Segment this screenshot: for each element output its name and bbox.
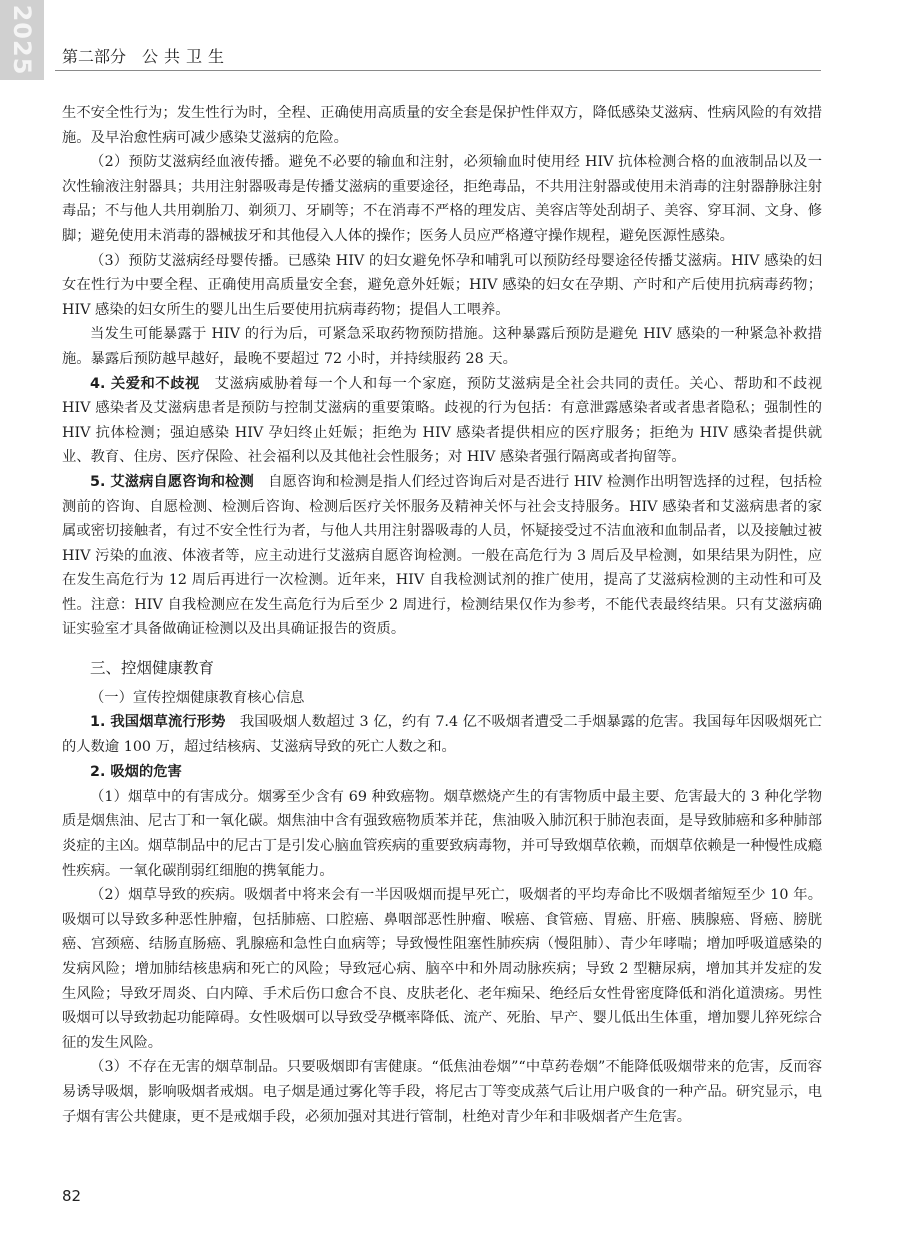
running-head <box>62 44 230 67</box>
paragraph-care-no-discrimination: 4. 关爱和不歧视 艾滋病威胁着每一个人和每一个家庭，预防艾滋病是全社会共同的责任。关心、帮助和不歧视 HIV 感染者及艾滋病患者是预防与控制艾滋病的重要策略。歧视的行为包括：有意泄露感染者或者患者隐私；强制性的 HIV 抗体检测；强迫感染 HIV 孕妇终止妊娠；拒绝为 HIV 感染者提供相应的医疗服务；拒绝为 HIV 感染者提供就业、教育、住房、医疗保险、社会福利以及其他社会性服务；对 HIV 感染者强行隔离或者拘留等。 <box>62 375 822 466</box>
year-tab <box>0 0 44 80</box>
paragraph-safe-sex: 生不安全性行为；发生性行为时，全程、正确使用高质量的安全套是保护性伴双方，降低感染艾滋病、性病风险的有效措施。及早治愈性病可减少感染艾滋病的危险。 <box>62 105 822 146</box>
section-label: 公共卫生 <box>142 47 231 66</box>
paragraph-blood-transmission: （2）预防艾滋病经血液传播。避免不必要的输血和注射，必须输血时使用经 HIV 抗体检测合格的血液制品以及一次性输液注射器具；共用注射器吸毒是传播艾滋病的重要途径，拒绝毒品，不共用注射器或使用未消毒的注射器静脉注射毒品；不与他人共用剃胎刀、剃须刀、牙刷等；不在消毒不严格的理发店、美容店等处刮胡子、美容、穿耳洞、文身、修脚；避免使用未消毒的器械拔牙和其他侵入人体的操作；医务人员应严格遵守操作规程，避免医源性感染。 <box>62 154 822 244</box>
section-heading-tobacco: 三、控烟健康教育 <box>90 659 215 678</box>
paragraph-voluntary-testing: 5. 艾滋病自愿咨询和检测 自愿咨询和检测是指人们经过咨询后对是否进行 HIV 检测作出明智选择的过程，包括检测前的咨询、自愿检测、检测后咨询、检测后医疗关怀服务及精神关怀与社会支持服务。HIV 感染者和艾滋病患者的家属或密切接触者，有过不安全性行为者，与他人共用注射器吸毒的人员，怀疑接受过不洁血液和血制品者，以及接触过被 HIV 污染的血液、体液者等，应主动进行艾滋病自愿咨询检测。一般在高危行为 3 周后及早检测，如果结果为阴性，应在发生高危行为 12 周后再进行一次检测。近年来，HIV 自我检测试剂的推广使用，提高了艾滋病检测的主动性和可及性。注意：HIV 自我检测应在发生高危行为后至少 2 周进行，检测结果仅作为参考，不能代表最终结果。只有艾滋病确证实验室才具备做确证检测以及出具确证报告的资质。 <box>62 473 822 638</box>
paragraph-post-exposure: 当发生可能暴露于 HIV 的行为后，可紧急采取药物预防措施。这种暴露后预防是避免 HIV 感染的一种紧急补救措施。暴露后预防越早越好，最晚不要超过 72 小时，并持续服药 28 天。 <box>62 326 822 367</box>
page-body <box>62 101 822 1129</box>
subheading-care: 4. 关爱和不歧视 <box>90 375 200 392</box>
page-number: 82 <box>62 1187 82 1205</box>
paragraph-no-harmless-products: （3）不存在无害的烟草制品。只要吸烟即有害健康。“低焦油卷烟”“中草药卷烟”不能降低吸烟带来的危害，反而容易诱导吸烟，影响吸烟者戒烟。电子烟是通过雾化等手段，将尼古丁等变成蒸气后让用户吸食的一种产品。研究显示，电子烟有害公共健康，更不是戒烟手段，必须加强对其进行管制，杜绝对青少年和非吸烟者产生危害。 <box>62 1059 822 1125</box>
paragraph-tobacco-prevalence: 1. 我国烟草流行形势 我国吸烟人数超过 3 亿，约有 7.4 亿不吸烟者遭受二手烟暴露的危害。我国每年因吸烟死亡的人数逾 100 万，超过结核病、艾滋病导致的死亡人数之和。 <box>62 714 823 755</box>
paragraph-harmful-components: （1）烟草中的有害成分。烟雾至少含有 69 种致癌物。烟草燃烧产生的有害物质中最主要、危害最大的 3 种化学物质是烟焦油、尼古丁和一氧化碳。烟焦油中含有强致癌物质苯并芘，焦油吸入肺沉积于肺泡表面，是导致肺癌和多种肺部炎症的主凶。烟草制品中的尼古丁是引发心脑血管疾病的重要致病毒物，并可导致烟草依赖，而烟草依赖是一种慢性成瘾性疾病。一氧化碳削弱红细胞的携氧能力。 <box>62 788 822 879</box>
paragraph-tobacco-diseases: （2）烟草导致的疾病。吸烟者中将来会有一半因吸烟而提早死亡，吸烟者的平均寿命比不吸烟者缩短至少 10 年。吸烟可以导致多种恶性肿瘤，包括肺癌、口腔癌、鼻咽部恶性肿瘤、喉癌、食管癌、胃癌、肝癌、胰腺癌、肾癌、膀胱癌、宫颈癌、结肠直肠癌、乳腺癌和急性白血病等；导致慢性阻塞性肺疾病（慢阻肺）、青少年哮喘；增加呼吸道感染的发病风险；增加肺结核患病和死亡的风险；导致冠心病、脑卒中和外周动脉疾病；导致 2 型糖尿病，增加其并发症的发生风险；导致牙周炎、白内障、手术后伤口愈合不良、皮肤老化、老年痴呆、绝经后女性骨密度降低和消化道溃疡。男性吸烟可以导致勃起功能障碍。女性吸烟可以导致受孕概率降低、流产、死胎、早产、婴儿低出生体重，增加婴儿猝死综合征的发生风险。 <box>62 887 822 1051</box>
subheading-prevalence: 1. 我国烟草流行形势 <box>90 714 226 731</box>
part-label: 第二部分 <box>62 47 127 66</box>
paragraph-mother-infant: （3）预防艾滋病经母婴传播。已感染 HIV 的妇女避免怀孕和哺乳可以预防经母婴途径传播艾滋病。HIV 感染的妇女在性行为中要全程、正确使用高质量安全套，避免意外妊娠；HIV 感染的妇女在孕期、产时和产后使用抗病毒药物；HIV 感染的妇女所生的婴儿出生后要使用抗病毒药物；提倡人工喂养。 <box>62 252 822 318</box>
subheading-smoking-harm: 2. 吸烟的危害 <box>90 764 182 781</box>
subsection-heading-core-info: （一）宣传控烟健康教育核心信息 <box>90 690 305 707</box>
year-label: 2025 <box>8 4 36 76</box>
header-divider <box>55 70 821 71</box>
subheading-testing: 5. 艾滋病自愿咨询和检测 <box>90 473 254 490</box>
